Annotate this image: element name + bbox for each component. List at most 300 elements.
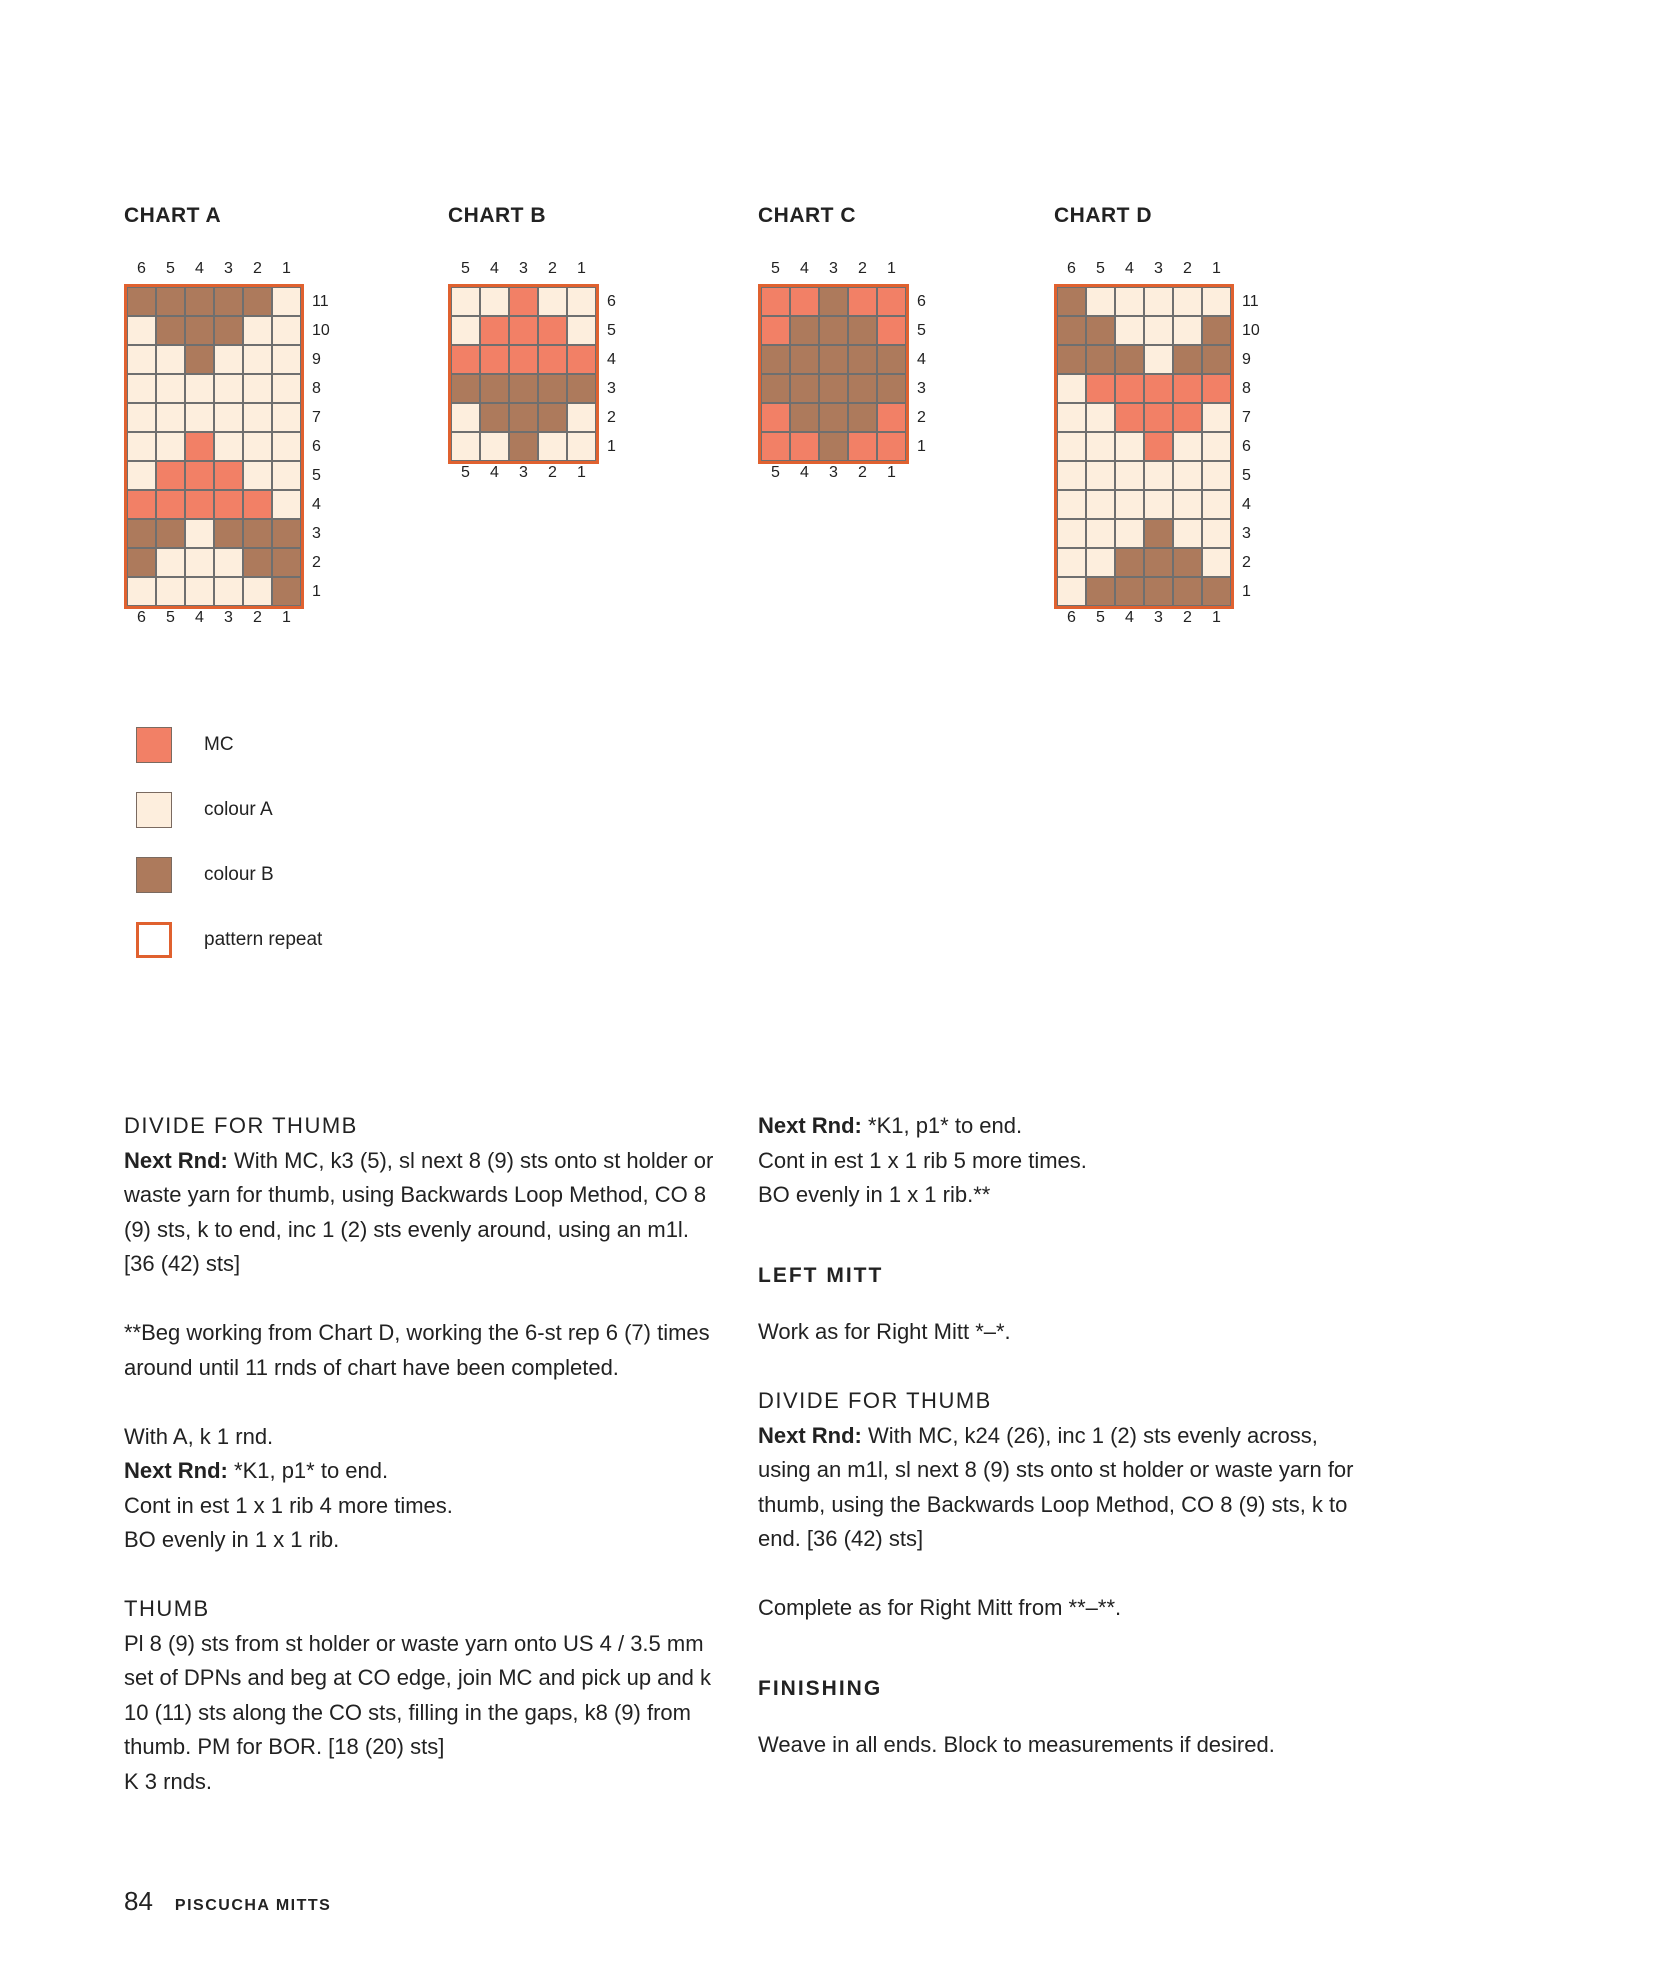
row-label: 2 [607,409,616,426]
chart-cell [214,287,243,316]
chart-cell [127,316,156,345]
chart-cell [1115,461,1144,490]
chart-cell [480,287,509,316]
column-label: 5 [1096,609,1105,626]
chart-cell [127,490,156,519]
knit-rounds-line: K 3 rnds. [124,1768,213,1794]
chart-cell [127,519,156,548]
spacer [758,1557,1358,1592]
chart-cell [848,432,877,461]
divide-for-thumb-heading: DIVIDE FOR THUMB [758,1388,992,1413]
chart-cell [790,403,819,432]
row-label: 5 [1242,467,1251,484]
column-label: 3 [1154,260,1163,277]
chart-cell [1115,374,1144,403]
row-labels [1242,287,1260,606]
chart-cell [790,432,819,461]
next-rnd-paragraph [124,1454,724,1489]
chart-cell [185,432,214,461]
chart-cell [538,403,567,432]
column-label: 1 [577,260,586,277]
row-label: 1 [1242,583,1251,600]
chart-cell [185,345,214,374]
chart-cell [451,432,480,461]
thumb-heading: THUMB [124,1596,210,1621]
column-label: 2 [253,260,262,277]
chart-grid [448,284,599,464]
spacer [758,1350,1358,1385]
chart-cell [243,490,272,519]
chart-cell [1086,577,1115,606]
chart-cell [1057,345,1086,374]
next-rnd-label: Next Rnd: [758,1422,862,1448]
row-label: 9 [312,351,321,368]
chart-cell [480,432,509,461]
chart-cell [1173,403,1202,432]
chart-title: CHART A [124,204,222,227]
chart-cell [1144,461,1173,490]
chart-title: CHART C [758,204,856,227]
chart-cell [243,519,272,548]
chart-cell [156,519,185,548]
chart-cell [214,432,243,461]
chart-cell [1115,548,1144,577]
chart-cell [1202,548,1231,577]
column-label: 2 [548,260,557,277]
chart-cell [272,287,301,316]
spacer [758,1626,1358,1672]
legend-label: pattern repeat [204,928,323,950]
row-label: 7 [1242,409,1251,426]
chart-cell [877,316,906,345]
column-labels-bottom [127,608,301,628]
chart-cell [156,432,185,461]
chart-cell [761,403,790,432]
chart-cell [790,374,819,403]
chart-cell [243,403,272,432]
divide-for-thumb-heading: DIVIDE FOR THUMB [124,1113,358,1138]
column-label: 5 [1096,260,1105,277]
chart-cell [1144,519,1173,548]
chart-cell [819,432,848,461]
chart-cell [127,345,156,374]
column-label: 2 [548,464,557,481]
chart-cell [272,490,301,519]
chart-cell [185,403,214,432]
chart-cell [1115,577,1144,606]
chart-cell [819,345,848,374]
row-label: 9 [1242,351,1251,368]
column-label: 1 [1212,260,1221,277]
row-label: 6 [1242,438,1251,455]
next-rnd-label: Next Rnd: [124,1458,228,1483]
column-labels-bottom [1057,608,1231,628]
row-label: 10 [1242,322,1260,339]
chart-cell [567,287,596,316]
chart-cell [877,432,906,461]
chart-cell [509,287,538,316]
column-label: 6 [1067,609,1076,626]
chart-cell [1086,316,1115,345]
chart-cell [185,519,214,548]
spacer [124,1385,724,1420]
column-labels-top [451,259,596,279]
chart-cell [451,374,480,403]
chart-cell [1086,490,1115,519]
chart-cell [1086,345,1115,374]
chart-cell [272,316,301,345]
chart-cell [1173,287,1202,316]
chart-cell [1173,374,1202,403]
chart-cell [1173,577,1202,606]
column-labels-bottom [761,463,906,483]
chart-cell [1115,403,1144,432]
chart-cell [1202,461,1231,490]
chart-cell [272,403,301,432]
row-label: 1 [917,438,926,455]
row-labels [917,287,926,461]
chart-cell [567,316,596,345]
swatch-mc [136,727,172,763]
column-label: 1 [282,260,291,277]
left-mitt-heading: LEFT MITT [758,1263,884,1287]
legend-label: MC [204,733,234,755]
chart-cell [1173,345,1202,374]
next-rnd-text: With MC, k24 (26), inc 1 (2) sts evenly across, using an m1l, sl next 8 (9) sts onto st holder or waste yarn for thumb, using the Backwards Loop Method, CO 8 (9) sts, k to end. [36 (42) sts] [758,1422,1354,1551]
chart-cell [567,403,596,432]
row-label: 2 [1242,554,1251,571]
next-rnd-paragraph [124,1144,724,1282]
spacer [758,1293,1358,1315]
chart-cell [819,316,848,345]
chart-cell [1115,432,1144,461]
chart-cell [509,374,538,403]
row-label: 4 [1242,496,1251,513]
chart-cell [1115,316,1144,345]
chart-cell [538,432,567,461]
chart-cell [480,374,509,403]
chart-cell [1202,490,1231,519]
running-head: PISCUCHA MITTS [174,1897,332,1914]
chart-cell [567,374,596,403]
colour-legend [136,712,322,972]
row-label: 2 [312,554,321,571]
chart-cell [272,432,301,461]
row-labels [607,287,616,461]
chart-cell [214,519,243,548]
chart-cell [1202,287,1231,316]
chart-cell [272,548,301,577]
chart-cell [1086,374,1115,403]
cont-rib-line: Cont in est 1 x 1 rib 5 more times. [758,1147,1087,1173]
column-label: 5 [166,260,175,277]
chart-cell [1202,316,1231,345]
column-label: 6 [137,609,146,626]
chart-cell [538,287,567,316]
chart-cell [509,432,538,461]
chart-cell [243,316,272,345]
chart-cell [1144,548,1173,577]
chart-cell [127,403,156,432]
complete-line: Complete as for Right Mitt from **–**. [758,1595,1122,1620]
row-label: 8 [1242,380,1251,397]
column-label: 2 [1183,260,1192,277]
chart-cell [451,287,480,316]
chart-cell [156,316,185,345]
chart-cell [509,403,538,432]
chart-cell [819,287,848,316]
chart-grid [124,284,304,609]
chart-cell [790,316,819,345]
chart-cell [243,577,272,606]
next-rnd-text: With MC, k3 (5), sl next 8 (9) sts onto st holder or waste yarn for thumb, using Backwards Loop Method, CO 8 (9) sts, k to end, inc 1 (2) sts evenly around, using an m1l. [36 (42) sts] [124,1147,714,1276]
chart-cell [1173,316,1202,345]
row-label: 11 [312,293,329,310]
row-label: 1 [312,583,321,600]
column-label: 4 [1125,609,1134,626]
chart-cell [243,345,272,374]
chart-cell [790,287,819,316]
spacer [124,1282,724,1317]
column-label: 5 [771,464,780,481]
chart-cell [538,316,567,345]
chart-cell [1173,548,1202,577]
chart-cell [1202,403,1231,432]
column-label: 1 [887,464,896,481]
chart-cell [185,287,214,316]
chart-d-paragraph: **Beg working from Chart D, working the 6-st rep 6 (7) times around until 11 rnds of chart have been completed. [124,1320,710,1380]
column-labels-top [761,259,906,279]
column-label: 4 [800,464,809,481]
chart-cell [1144,374,1173,403]
legend-item-pattern-repeat [136,907,322,972]
chart-cell [185,490,214,519]
chart-title: CHART B [448,204,546,227]
chart-cell [1057,287,1086,316]
chart-cell [243,548,272,577]
chart-cell [214,403,243,432]
column-label: 5 [461,260,470,277]
right-text-column [758,1109,1358,1763]
chart-cell [1057,403,1086,432]
column-label: 1 [577,464,586,481]
chart-cell [1144,403,1173,432]
chart-cell [480,403,509,432]
chart-cell [761,432,790,461]
next-rnd-paragraph [758,1419,1358,1557]
column-label: 4 [800,260,809,277]
work-as-line: Work as for Right Mitt *–*. [758,1319,1011,1344]
chart-cell [243,287,272,316]
column-label: 4 [490,464,499,481]
chart-cell [1202,519,1231,548]
chart-cell [761,316,790,345]
column-label: 1 [282,609,291,626]
row-label: 3 [607,380,616,397]
chart-cell [1115,519,1144,548]
chart-cell [1115,345,1144,374]
chart-cell [185,461,214,490]
chart-cell [877,403,906,432]
chart-cell [567,345,596,374]
column-label: 5 [166,609,175,626]
row-label: 10 [312,322,330,339]
chart-cell [509,316,538,345]
row-label: 1 [607,438,616,455]
chart-cell [185,316,214,345]
chart-cell [451,403,480,432]
cont-rib-line: Cont in est 1 x 1 rib 4 more times. [124,1492,453,1518]
chart-cell [877,345,906,374]
chart-cell [214,490,243,519]
column-labels-top [127,259,301,279]
chart-cell [1057,577,1086,606]
page-footer [124,1886,331,1917]
chart-cell [156,287,185,316]
next-rnd-text: *K1, p1* to end. [861,1113,1023,1138]
chart-cell [272,374,301,403]
chart-cell [156,490,185,519]
row-label: 6 [917,293,926,310]
column-label: 2 [253,609,262,626]
column-label: 3 [519,464,528,481]
chart-cell [156,461,185,490]
chart-cell [243,374,272,403]
bind-off-line: BO evenly in 1 x 1 rib. [124,1527,340,1552]
chart-cell [1144,345,1173,374]
chart-cell [480,316,509,345]
chart-cell [1057,374,1086,403]
chart-cell [1086,519,1115,548]
chart-cell [1086,548,1115,577]
row-label: 3 [1242,525,1251,542]
column-labels-bottom [451,463,596,483]
row-label: 5 [607,322,616,339]
chart-cell [1144,577,1173,606]
row-label: 2 [917,409,926,426]
row-label: 6 [607,293,616,310]
chart-cell [1173,519,1202,548]
chart-cell [451,316,480,345]
column-label: 5 [771,260,780,277]
chart-title: CHART D [1054,204,1152,227]
chart-cell [127,577,156,606]
row-label: 7 [312,409,321,426]
chart-cell [1144,287,1173,316]
chart-cell [819,374,848,403]
chart-cell [214,548,243,577]
column-label: 3 [829,464,838,481]
chart-cell [185,577,214,606]
column-label: 1 [887,260,896,277]
chart-cell [1086,461,1115,490]
chart-cell [156,374,185,403]
row-label: 3 [917,380,926,397]
chart-cell [156,548,185,577]
chart-cell [1057,432,1086,461]
legend-label: colour A [204,798,273,820]
chart-cell [877,374,906,403]
chart-cell [567,432,596,461]
chart-cell [761,345,790,374]
chart-cell [1115,287,1144,316]
column-label: 3 [224,260,233,277]
legend-label: colour B [204,863,274,885]
chart-cell [451,345,480,374]
chart-cell [1173,490,1202,519]
chart-cell [1086,432,1115,461]
next-rnd-paragraph [758,1109,1358,1144]
row-label: 4 [607,351,616,368]
spacer [758,1213,1358,1259]
chart-cell [156,403,185,432]
legend-item-colour-a [136,777,322,842]
chart-cell [790,345,819,374]
chart-cell [185,548,214,577]
chart-cell [214,374,243,403]
chart-cell [1173,461,1202,490]
chart-cell [761,374,790,403]
chart-cell [272,577,301,606]
next-rnd-label: Next Rnd: [124,1147,228,1173]
column-label: 3 [1154,609,1163,626]
chart-cell [1057,519,1086,548]
with-a-line: With A, k 1 rnd. [124,1423,274,1449]
column-label: 4 [1125,260,1134,277]
chart-cell [848,345,877,374]
column-label: 3 [829,260,838,277]
spacer [758,1706,1358,1728]
chart-cell [127,432,156,461]
chart-cell [1202,374,1231,403]
chart-cell [127,548,156,577]
chart-cell [185,374,214,403]
column-label: 4 [490,260,499,277]
left-text-column [124,1109,724,1799]
chart-cell [214,461,243,490]
chart-cell [243,432,272,461]
chart-grid [1054,284,1234,609]
column-label: 3 [224,609,233,626]
row-label: 11 [1242,293,1259,310]
chart-cell [272,519,301,548]
weave-line: Weave in all ends. Block to measurements if desired. [758,1732,1275,1757]
chart-cell [214,316,243,345]
swatch-colour-b [136,857,172,893]
chart-cell [1144,432,1173,461]
chart-cell [538,374,567,403]
row-label: 6 [312,438,321,455]
chart-cell [1057,490,1086,519]
chart-cell [848,287,877,316]
chart-cell [1086,403,1115,432]
chart-cell [1057,316,1086,345]
chart-cell [1202,345,1231,374]
row-label: 4 [312,496,321,513]
column-label: 2 [1183,609,1192,626]
chart-cell [1057,461,1086,490]
chart-cell [1202,432,1231,461]
chart-cell [1057,548,1086,577]
chart-cell [1144,316,1173,345]
legend-item-colour-b [136,842,322,907]
column-label: 2 [858,260,867,277]
next-rnd-text: *K1, p1* to end. [227,1458,389,1483]
chart-cell [848,316,877,345]
thumb-paragraph: Pl 8 (9) sts from st holder or waste yarn onto US 4 / 3.5 mm set of DPNs and beg at CO edge, join MC and pick up and k 10 (11) sts along the CO sts, filling in the gaps, k8 (9) from thumb. PM for BOR. [18 (20) sts] [124,1630,711,1759]
chart-cell [156,577,185,606]
chart-cell [127,461,156,490]
